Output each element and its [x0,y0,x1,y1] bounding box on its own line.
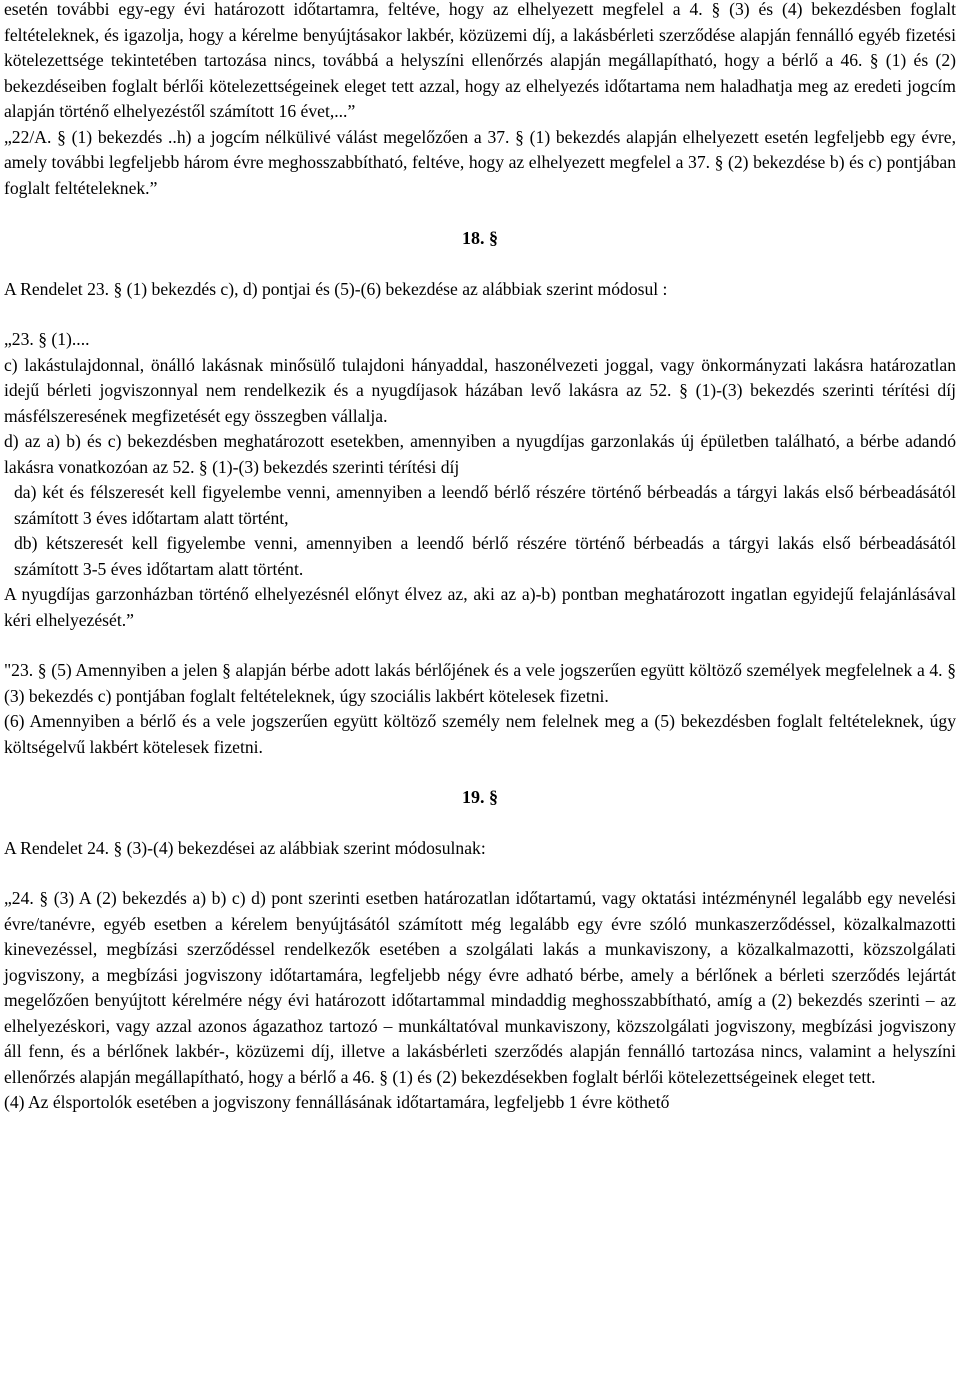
spacer [4,633,956,658]
paragraph-23-1-c: c) lakástulajdonnal, önálló lakásnak minősülő tulajdoni hányaddal, haszonélvezeti joggal, vagy önkormányzati lakásra határozatlan idejű bérleti jogviszonnyal nem rendelkezik és a nyugdíjasok házában levő lakásra az 52. § (1)-(3) bekezdés szerinti térítési díj másfélszeresének megfizetését egy összegben vállalja. [4,354,956,426]
paragraph-23-1-d: d) az a) b) és c) bekezdésben meghatározott esetekben, amennyiben a nyugdíjas garzonlakás új épületben található, a bérbe adandó lakásra vonatkozóan az 52. § (1)-(3) bekezdés szerinti térítési díj [4,431,956,477]
paragraph-rendelet-24-intro: A Rendelet 24. § (3)-(4) bekezdései az alábbiak szerint módosulnak: [4,837,486,858]
spacer [4,302,956,327]
spacer [4,201,956,226]
spacer [4,252,956,277]
paragraph-23-1-da: da) két és félszeresét kell figyelembe venni, amennyiben a leendő bérlő részére történő bérbeadás a tárgyi lakás első bérbeadásától számított 3 éves időtartam alatt történt, [14,482,956,528]
paragraph-24-4: (4) Az élsportolók esetében a jogviszony fennállásának időtartamára, legfeljebb 1 évre köthető [4,1092,670,1112]
paragraph-23-1: „23. § (1).... [4,329,90,349]
spacer [4,861,956,886]
spacer [4,760,956,785]
paragraph-23-1-db: db) kétszeresét kell figyelembe venni, amennyiben a leendő bérlő részére történő bérbeadás a tárgyi lakás első bérbeadásától számított 3-5 éves időtartam alatt történt. [14,533,956,579]
paragraph-rendelet-23-intro: A Rendelet 23. § (1) bekezdés c), d) pontjai és (5)-(6) bekezdése az alábbiak szerint módosul : [4,278,668,299]
section-heading-19: 19. § [462,787,498,807]
spacer [4,811,956,836]
paragraph-23-5: "23. § (5) Amennyiben a jelen § alapján bérbe adott lakás bérlőjének és a vele jogszerűen együtt költöző személyek megfelelnek a 4. § (3) bekezdés c) pontjában foglalt feltételeknek, úgy szociális lakbért kötelesek fizetni. [4,660,956,706]
paragraph-extension-conditions: esetén további egy-egy évi határozott időtartamra, feltéve, hogy az elhelyezett megfelel a 4. § (3) és (4) bekezdésben foglalt feltételeknek, és igazolja, hogy a kérelme benyújtásakor lakbér, közüzemi díj, a lakásbérleti szerződése alapján fennálló egyéb fizetési kötelezettsége tekintetében tartozása nincs, továbbá a helyszíni ellenőrzés alapján megállapítható, hogy a bérlő a 46. § (1) és (2) bekezdéseiben foglalt bérlői kötelezettségeinek eleget tett azzal, hogy az elhelyezés időtartama nem haladhatja meg az eredeti jogcím alapján történő elhelyezéstől számított 16 évet,...” [4,0,956,121]
paragraph-23-6: (6) Amennyiben a bérlő és a vele jogszerűen együtt költöző személy nem felelnek meg a (5) bekezdésben foglalt feltételeknek, úgy költségelvű lakbért kötelesek fizetni. [4,711,956,757]
section-heading-18: 18. § [462,228,498,248]
paragraph-22a: „22/A. § (1) bekezdés ..h) a jogcím nélkülivé válást megelőzően a 37. § (1) bekezdés alapján elhelyezett esetén legfeljebb egy évre, amely további legfeljebb három évre meghosszabbítható, feltéve, hogy az elhelyezett megfelel a 37. § (2) bekezdése b) és c) pontjában foglalt feltételeknek.” [4,126,956,198]
paragraph-24-3: „24. § (3) A (2) bekezdés a) b) c) d) pont szerinti esetben határozatlan időtartamú, vagy oktatási intézménynél legalább egy nevelési évre/tanévre, egyéb esetben a kérelem benyújtásától számított még legalább egy évre szóló munkaszerződéssel, közalkalmazotti kinevezéssel, megbízási szerződéssel rendelkezők esetében a szolgálati lakás a munkaviszony, a közalkalmazotti, közszolgálati jogviszony, a megbízási jogviszony időtartamára, legfeljebb négy évre adható bérbe, amely a bérlőnek a bérleti szerződés lejártát megelőzően benyújtott kérelmére négy évi határozott időtartammal mindaddig meghosszabbítható, amíg a (2) bekezdés szerinti – az elhelyezéskori, vagy azzal azonos ágazathoz tartozó – munkáltatóval munkaviszony, közszolgálati jogviszony, megbízási jogviszony áll fenn, és a bérlőnek lakbér-, közüzemi díj, illetve a lakásbérleti szerződés alapján fennálló tartozása nincs, valamint a helyszíni ellenőrzés alapján megállapítható, hogy a bérlő a 46. § (1) és (2) bekezdésekben foglalt bérlői kötelezettségeinek eleget tett. [4,888,956,1087]
paragraph-23-garzonhaz: A nyugdíjas garzonházban történő elhelyezésnél előnyt élvez az, aki az a)-b) pontban meghatározott ingatlan egyidejű felajánlásával kéri elhelyezését.” [4,584,956,630]
document-page [4,0,956,1116]
